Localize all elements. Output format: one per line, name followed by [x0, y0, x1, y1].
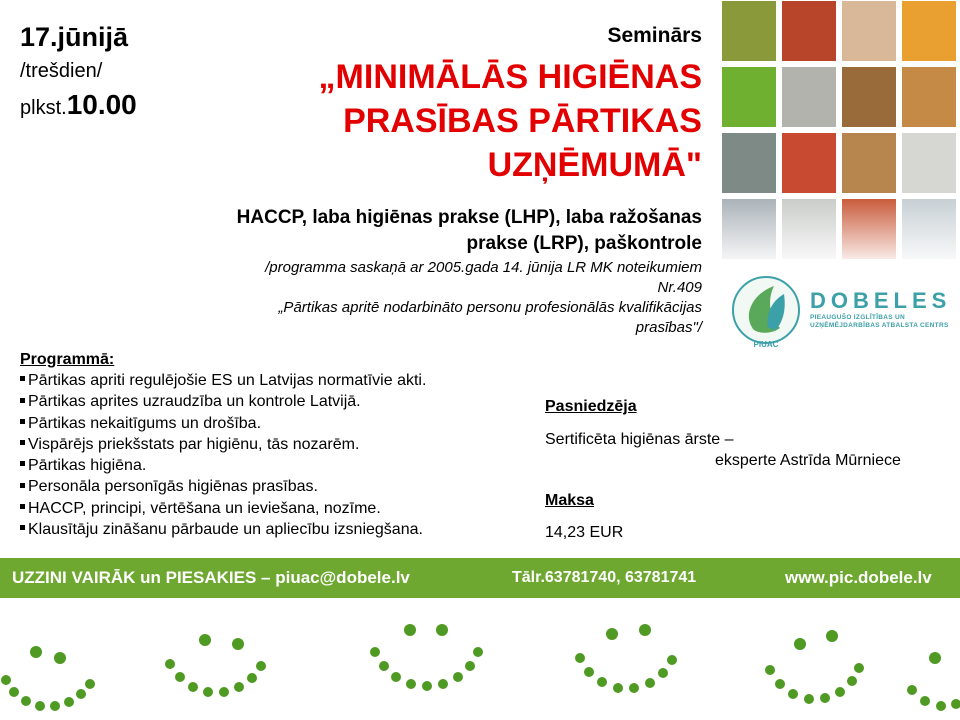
- lecturer-name: eksperte Astrīda Mūrniece: [715, 452, 901, 469]
- logo-acronym: PIUAC: [753, 340, 779, 349]
- piuac-logo-icon: [728, 270, 804, 350]
- date-day: 17.jūnijā: [20, 22, 129, 52]
- food-photo: [781, 66, 837, 128]
- bullet-icon: [20, 419, 25, 424]
- program-section: [20, 350, 540, 540]
- food-photo: [841, 0, 897, 62]
- logo-subtitle-line: PIEAUGUŠO IZGLĪTĪBAS UN: [810, 314, 906, 321]
- note-line: prasības"/: [635, 319, 702, 336]
- list-item: Pārtikas higiēna.: [20, 455, 540, 476]
- phone-numbers: Tālr.63781740, 63781741: [512, 569, 697, 586]
- list-item: Pārtikas apriti regulējošie ES un Latvijas normatīvie akti.: [20, 370, 540, 391]
- lecturer-label: Pasniedzēja: [545, 398, 637, 415]
- regulation-note: [142, 258, 702, 338]
- contact-bar: [0, 558, 960, 598]
- bullet-icon: [20, 504, 25, 509]
- subtitle-line: HACCP, laba higiēnas prakse (LHP), laba ražošanas: [236, 207, 702, 228]
- signup-email-link[interactable]: UZZINI VAIRĀK un PIESAKIES – piuac@dobele.lv: [12, 568, 410, 587]
- food-photo: [901, 0, 957, 62]
- food-photo-grid: [721, 0, 960, 268]
- list-item: HACCP, principi, vērtēšana un ieviešana, nozīme.: [20, 498, 540, 519]
- list-item: Personāla personīgās higiēnas prasības.: [20, 476, 540, 497]
- seminar-subtitle: [102, 205, 702, 257]
- list-item: Pārtikas nekaitīgums un drošība.: [20, 413, 540, 434]
- program-heading: Programmā:: [20, 351, 115, 368]
- food-photo: [841, 132, 897, 194]
- lecturer-line: Sertificēta higiēnas ārste –: [545, 431, 734, 448]
- list-item: Pārtikas aprites uzraudzība un kontrole Latvijā.: [20, 391, 540, 412]
- program-list: [20, 370, 540, 540]
- bullet-icon: [20, 440, 25, 445]
- logo-name: DOBELES: [810, 288, 952, 313]
- piuac-logo: [728, 270, 958, 350]
- bullet-icon: [20, 483, 25, 488]
- food-photo: [721, 66, 777, 128]
- bullet-icon: [20, 376, 25, 381]
- date-block: [20, 22, 137, 125]
- date-time: [20, 88, 137, 125]
- pea-smileys-decoration: [0, 600, 960, 720]
- food-photo: [901, 132, 957, 194]
- title-line: UZŅĒMUMĀ": [487, 146, 702, 184]
- logo-subtitle-line: UZŅĒMĒJDARBĪBAS ATBALSTA CENTRS: [810, 322, 949, 329]
- bullet-icon: [20, 461, 25, 466]
- seminar-label: Seminārs: [607, 24, 702, 47]
- time-value: 10.00: [66, 89, 137, 120]
- bullet-icon: [20, 525, 25, 530]
- food-photo: [841, 66, 897, 128]
- date-weekday: /trešdien/: [20, 60, 103, 82]
- bullet-icon: [20, 398, 25, 403]
- course-info: [545, 398, 945, 542]
- note-line: „Pārtikas apritē nodarbināto personu profesionālās kvalifikācijas: [278, 299, 702, 316]
- food-photo: [901, 66, 957, 128]
- time-prefix: plkst.: [20, 97, 67, 119]
- seminar-title: [142, 55, 702, 187]
- website-link[interactable]: www.pic.dobele.lv: [785, 568, 932, 587]
- food-photo: [781, 132, 837, 194]
- note-line: /programma saskaņā ar 2005.gada 14. jūnija LR MK noteikumiem: [265, 259, 702, 276]
- food-photo: [721, 132, 777, 194]
- fee-label: Maksa: [545, 492, 594, 509]
- fee-value: 14,23 EUR: [545, 524, 624, 541]
- list-item: Klausītāju zināšanu pārbaude un apliecību izsniegšana.: [20, 519, 540, 540]
- subtitle-line: prakse (LRP), paškontrole: [466, 233, 702, 254]
- title-line: PRASĪBAS PĀRTIKAS: [343, 102, 702, 140]
- title-line: „MINIMĀLĀS HIGIĒNAS: [318, 58, 702, 96]
- food-photo: [781, 0, 837, 62]
- note-line: Nr.409: [657, 279, 702, 296]
- logo-subtitle: [810, 314, 960, 330]
- food-photo: [721, 0, 777, 62]
- list-item: Vispārējs priekšstats par higiēnu, tās nozarēm.: [20, 434, 540, 455]
